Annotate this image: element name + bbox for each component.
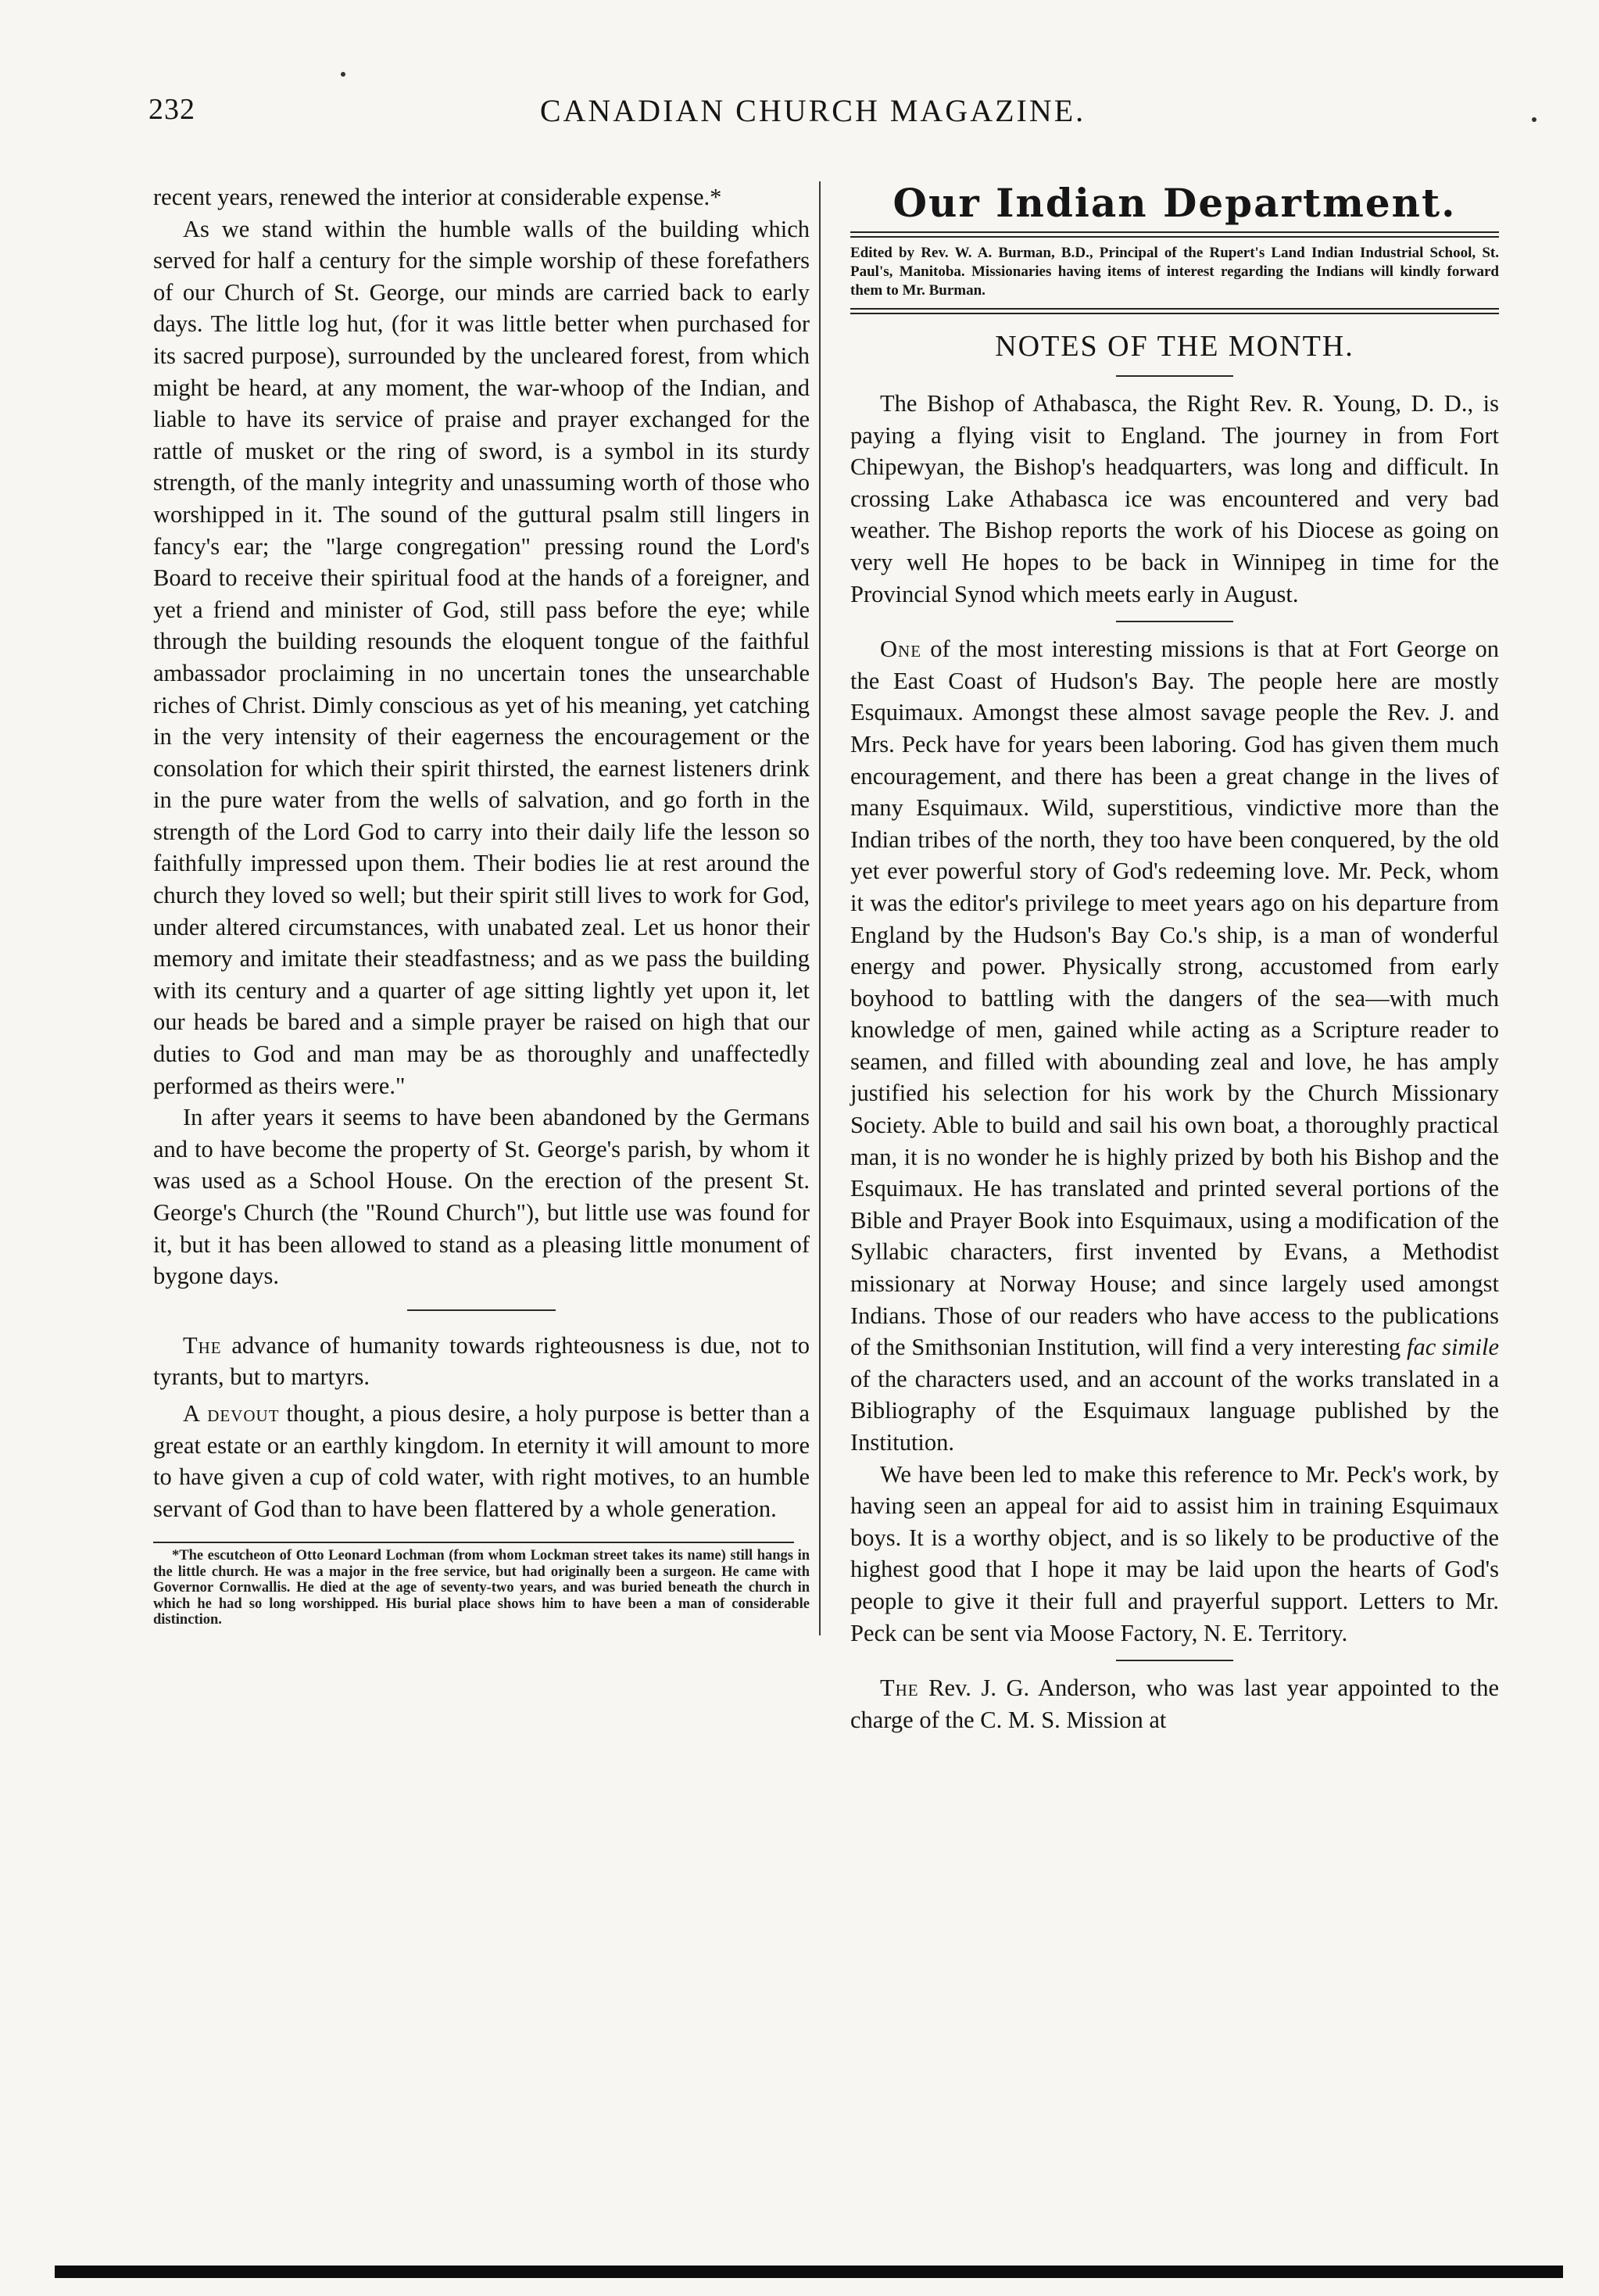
editor-note: Edited by Rev. W. A. Burman, B.D., Principal of the Rupert's Land Indian Industrial School, St. Paul's, Manitoba. Missionaries having items of interest regarding the Indians will kindly forward them to Mr. Burman. (850, 245, 1499, 299)
paragraph: The Bishop of Athabasca, the Right Rev. R. Young, D. D., is paying a flying visit to England. The journey in from Fort Chipewyan, the Bishop's headquarters, was long and difficult. In crossing Lake Athabasca ice was encountered and very bad weather. The Bishop reports the work of his Diocese as going on very well He hopes to be back in Winnipeg in time for the Provincial Synod which meets early in August. (850, 390, 1499, 607)
lead-word: One (880, 636, 922, 663)
section-divider (1116, 1660, 1233, 1661)
page-number: 232 (148, 93, 195, 126)
lead-word: The (880, 1675, 919, 1702)
paragraph: recent years, renewed the interior at considerable expense.* (153, 184, 722, 210)
section-divider (1116, 621, 1233, 622)
paragraph: We have been led to make this reference to Mr. Peck's work, by having seen an appeal for aid to assist him in training Esquimaux boys. It is a worthy object, and is so likely to be productive of the highest good that I hope it may be laid upon the hearts of God's people to give it their full and prayerful support. Letters to Mr. Peck can be sent via Moose Factory, N. E. Territory. (850, 1460, 1499, 1646)
footnote: *The escutcheon of Otto Leonard Lochman (from whom Lockman street takes its name) still hangs in the little church. He was a major in the free service, but had originally been a surgeon. He came with Governor Cornwallis. He died at the age of seventy-two years, and was buried beneath the church in which he had so long worshipped. His burial place shows him to have been a man of considerable distinction. (153, 1548, 810, 1628)
department-title: Our Indian Department. (893, 180, 1457, 226)
running-title: CANADIAN CHURCH MAGAZINE. (539, 93, 1086, 128)
footnote-divider (153, 1542, 794, 1543)
paragraph-text: advance of humanity towards righteousness is due, not to tyrants, but to martyrs. (153, 1331, 810, 1391)
lead-word: A devout (183, 1399, 280, 1427)
page-header (148, 92, 1477, 139)
right-column (850, 181, 1499, 1735)
maxim-paragraph (153, 1330, 810, 1393)
paragraph (850, 633, 1499, 1458)
title-rule (850, 231, 1499, 238)
section-divider (407, 1309, 556, 1311)
editor-rule (850, 308, 1499, 310)
paragraph: In after years it seems to have been abandoned by the Germans and to have become the property of St. George's parish, by whom it was used as a School House. On the erection of the present St. George's Church (the "Round Church"), but little use was found for it, but it has been allowed to stand as a pleasing little monument of bygone days. (153, 1104, 810, 1290)
paragraph-text: thought, a pious desire, a holy purpose is better than a great estate or an earthly kingdom. In eternity it will amount to more to have given a cup of cold water, with right motives, to an humble servant of God than to have been flattered by a whole generation. (153, 1399, 810, 1522)
maxim-paragraph (153, 1398, 810, 1524)
lead-word: The (183, 1331, 222, 1359)
section-heading: NOTES OF THE MONTH. (995, 330, 1354, 363)
paragraph (850, 1672, 1499, 1735)
paragraph-text: of the characters used, and an account of the works translated in a Bibliography of the Esquimaux language published by the Institution. (850, 1365, 1499, 1456)
heading-divider (1116, 375, 1233, 377)
paragraph: As we stand within the humble walls of the building which served for half a century for the simple worship of these forefathers of our Church of St. George, our minds are carried back to early days. The little log hut, (for it was little better when purchased for its sacred purpose), surrounded by the uncleared forest, from which might be heard, at any moment, the war-whoop of the Indian, and liable to have its service of praise and prayer exchanged for the rattle of musket or the ring of sword, is a symbol in its sturdy strength, of the manly integrity and unassuming worth of those who worshipped in it. The sound of the guttural psalm still lingers in fancy's ear; the "large congregation" pressing round the Lord's Board to receive their spiritual food at the hands of a foreigner, and yet a friend and minister of God, still pass before the eye; while through the building resounds the eloquent tongue of the faithful ambassador proclaiming in no uncertain tones the unsearchable riches of Christ. Dimly conscious as yet of his meaning, yet catching in the very intensity of their eagerness the encouragement or the consolation for which their spirit thirsted, the earnest listeners drink in the pure water from the wells of salvation, and go forth in the strength of the Lord God to carry into their daily life the lesson so faithfully impressed upon them. Their bodies lie at rest around the church they loved so well; but their spirit still lives to work for God, under altered circumstances, with unabated zeal. Let us honor their memory and imitate their steadfastness; and as we pass the building with its century and a quarter of age sitting lightly yet upon it, let our heads be bared and a simple prayer be raised on high that our duties to God and man may be as thoroughly and unaffectedly performed as theirs were." (153, 215, 810, 1099)
ink-speck (341, 72, 345, 77)
editor-rule (850, 313, 1499, 314)
scan-edge-bar (55, 2266, 1563, 2278)
column-divider (819, 181, 821, 1635)
left-column (153, 181, 810, 1628)
paragraph-text: of the most interesting missions is that at Fort George on the East Coast of Hudson's Bay. The people here are mostly Esquimaux. Amongst these almost savage people the Rev. J. and Mrs. Peck have for years been laboring. God has given them much encouragement, and there has been a great change in the lives of many Esquimaux. Wild, superstitious, vindictive more than the Indian tribes of the north, they too have been conquered, by the old yet ever powerful story of God's redeeming love. Mr. Peck, whom it was the editor's privilege to meet years ago on his departure from England by the Hudson's Bay Co.'s ship, is a man of wonderful energy and power. Physically strong, accustomed from early boyhood to battling with the dangers of the sea—with much knowledge of men, gained while acting as a Scripture reader to seamen, and filled with abounding zeal and love, he has amply justified his selection for his work by the Church Missionary Society. Able to build and sail his own boat, a thoroughly practical man, it is no wonder he is highly prized by both his Bishop and the Esquimaux. He has translated and printed several portions of the Bible and Prayer Book into Esquimaux, using a modification of the Syllabic characters, first invented by Evans, a Methodist missionary at Norway House; and since largely used amongst Indians. Those of our readers who have access to the publications of the Smithsonian Institution, will find a very interesting (850, 636, 1499, 1361)
paragraph-text: Rev. J. G. Anderson, who was last year appointed to the charge of the C. M. S. Mission at (850, 1675, 1499, 1733)
ink-speck (1532, 117, 1536, 122)
italic-phrase: fac simile (1407, 1334, 1499, 1361)
